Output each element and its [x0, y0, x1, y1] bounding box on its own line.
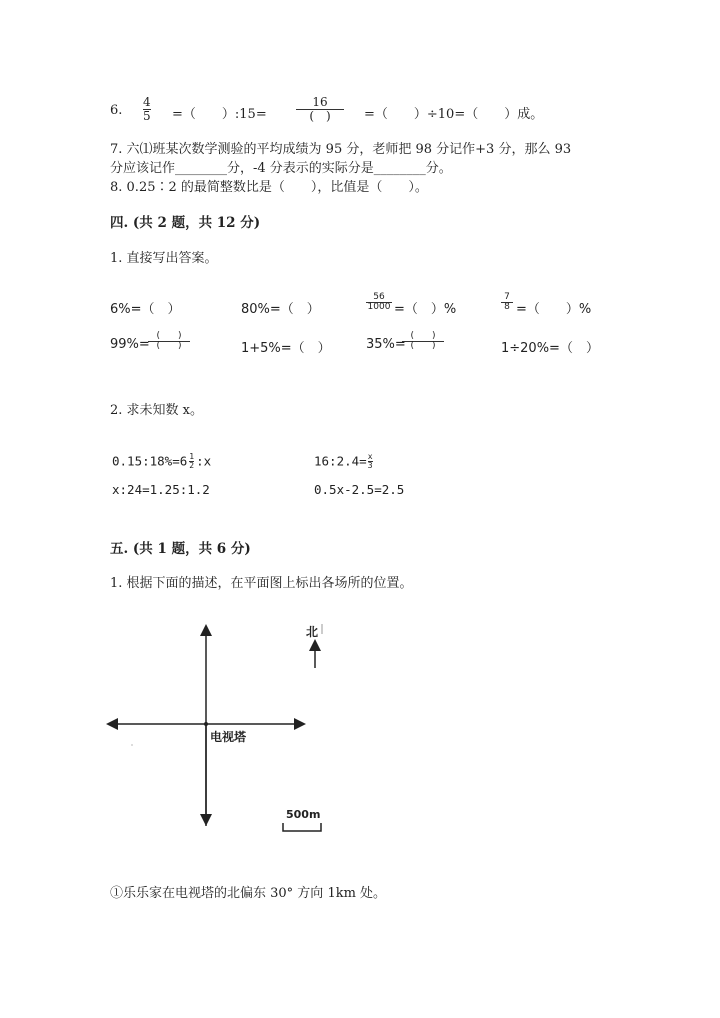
- equation-1-left: 0.15:18%=6: [112, 453, 188, 469]
- fraction-denominator: 2: [189, 461, 195, 471]
- section-4-title: 四. (共 2 题，共 12 分): [110, 215, 261, 231]
- calc-80-percent: 80%=（ ）: [241, 302, 320, 317]
- fraction-numerator: ( ): [410, 331, 436, 341]
- calc-35-percent: 35%=: [366, 337, 406, 352]
- scale-label: 500m: [286, 808, 321, 821]
- calc-1-plus-5-percent: 1+5%=（ ）: [241, 341, 331, 356]
- section-4-part-2-title: 2. 求未知数 x。: [110, 403, 203, 418]
- fraction-numerator: 56: [373, 292, 385, 302]
- scale-bar: [283, 823, 321, 831]
- section-5-part-1-title: 1. 根据下面的描述，在平面图上标出各场所的位置。: [110, 576, 413, 591]
- fraction-denominator: 5: [143, 108, 151, 123]
- blank-division-percent: =（ ）÷10=（ ）成。: [364, 107, 544, 122]
- fraction-denominator: ( ): [410, 341, 436, 352]
- fraction-numerator: 1: [189, 452, 195, 461]
- tv-tower-point: [204, 722, 208, 726]
- section-5-item-1: ①乐乐家在电视塔的北偏东 30° 方向 1km 处。: [110, 886, 387, 901]
- fraction-denominator: 8: [504, 302, 510, 313]
- calc-99-percent: 99%=: [110, 337, 150, 352]
- equation-4: 0.5x-2.5=2.5: [314, 482, 405, 497]
- calc-56-1000-result: =（ ）%: [394, 302, 457, 317]
- fraction-numerator: 16: [312, 95, 328, 109]
- section-5-title: 五. (共 1 题，共 6 分): [110, 541, 251, 557]
- question-7-line-1: 7. 六⑴班某次数学测验的平均成绩为 95 分，老师把 98 分记作+3 分，那么 93: [110, 142, 572, 157]
- question-number: 6.: [110, 103, 123, 118]
- calc-7-8-result: =（ ）%: [516, 302, 592, 317]
- north-label: 北: [306, 625, 319, 639]
- blank-ratio: =（ ）:15=: [172, 107, 267, 122]
- question-8: 8. 0.25∶2 的最简整数比是（ ），比值是（ ）。: [110, 180, 428, 195]
- fraction-denominator: ( ): [309, 108, 331, 123]
- fraction-denominator: 3: [367, 461, 373, 471]
- equation-1-right: :x: [196, 453, 212, 469]
- tv-tower-label: 电视塔: [210, 730, 247, 744]
- fraction-numerator: 4: [143, 95, 151, 109]
- fraction-denominator: ( ): [156, 341, 182, 352]
- fraction-numerator: 7: [504, 292, 510, 302]
- calc-1-div-20-percent: 1÷20%=（ ）: [501, 341, 599, 356]
- equation-2-left: 16:2.4=: [314, 453, 367, 469]
- calc-6-percent: 6%=（ ）: [110, 302, 181, 317]
- question-7-line-2: 分应该记作________分，-4 分表示的实际分是________分。: [110, 161, 452, 176]
- fraction-numerator: x: [367, 452, 373, 461]
- section-4-part-1-title: 1. 直接写出答案。: [110, 251, 218, 266]
- fraction-numerator: ( ): [156, 331, 182, 341]
- equation-3: x:24=1.25:1.2: [112, 482, 210, 497]
- fraction-denominator: 1000: [367, 302, 391, 313]
